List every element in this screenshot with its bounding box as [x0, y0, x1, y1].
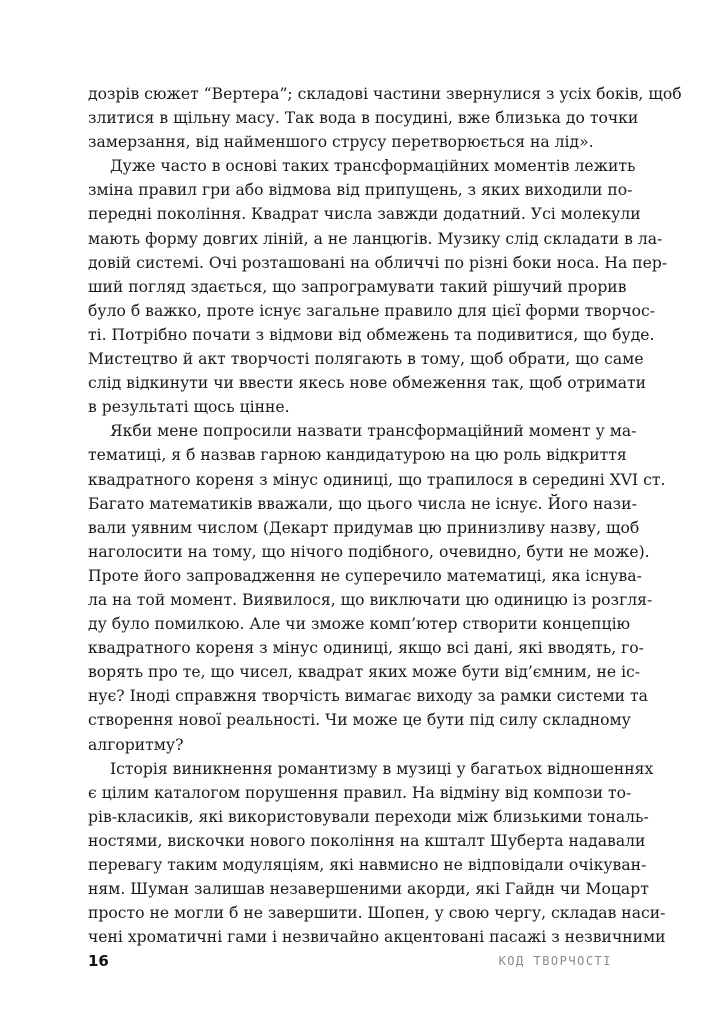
text-line: Історія виникнення романтизму в музиці у багатьох відношеннях [110, 759, 654, 778]
text-line: ший погляд здається, що запрограмувати такий рішучий прорив [88, 277, 627, 296]
text-line: Мистецтво й акт творчості полягають в тому, щоб обрати, що саме [88, 350, 644, 369]
text-line: ням. Шуман залишав незавершеними акорди, які Гайдн чи Моцарт [88, 880, 649, 899]
text-line: було б важко, проте існує загальне правило для цієї форми творчос- [88, 301, 656, 320]
text-line: ностями, вискочки нового покоління на кшталт Шуберта надавали [88, 831, 646, 850]
text-line: ду було помилкою. Але чи зможе комп’ютер створити концепцію [88, 615, 631, 634]
text-line: є цілим каталогом порушення правил. На відміну від компози то- [88, 783, 632, 802]
text-line: замерзання, від найменшого струсу перетворюється на лід». [88, 133, 594, 152]
text-line: ворять про те, що чисел, квадрат яких може бути від’ємним, не іс- [88, 663, 641, 682]
text-line: квадратного кореня з мінус одиниці, що трапилося в середині XVI ст. [88, 470, 666, 489]
paragraph [88, 419, 666, 756]
page-number: 16 [88, 952, 109, 970]
text-line: вали уявним числом (Декарт придумав цю принизливу назву, щоб [88, 518, 640, 537]
running-title: КОД ТВОРЧОСТІ [498, 954, 612, 968]
text-line: наголосити на тому, що нічого подібного, очевидно, бути не може). [88, 542, 650, 561]
text-line: дозрів сюжет “Вертера”; складові частини звернулися з усіх боків, щоб [88, 85, 682, 103]
text-line: передні покоління. Квадрат числа завжди додатний. Усі молекули [88, 205, 641, 224]
text-line: нує? Іноді справжня творчість вимагає виходу за рамки системи та [88, 687, 648, 706]
paragraph [88, 757, 666, 950]
text-line: слід відкинути чи ввести якесь нове обмеження так, щоб отримати [88, 374, 647, 393]
text-line: ті. Потрібно почати з відмови від обмежень та подивитися, що буде. [88, 325, 655, 344]
text-line: довій системі. Очі розташовані на обличчі по різні боки носа. На пер- [88, 253, 668, 272]
text-line: Якби мене попросили назвати трансформаційний момент у ма- [110, 422, 637, 441]
text-line: Проте його запровадження не суперечило математиці, яка існува- [88, 566, 642, 585]
text-line: рів-класиків, які використовували переходи між близькими тональ- [88, 807, 649, 826]
paragraph [88, 154, 668, 419]
text-line: чені хроматичні гами і незвичайно акцентовані пасажі з незвичними [88, 928, 666, 947]
body-text [88, 82, 682, 949]
text-line: Багато математиків вважали, що цього числа не існує. Його нази- [88, 494, 637, 513]
text-line: ла на той момент. Виявилося, що виключати цю одиницю із розгля- [88, 590, 653, 609]
text-line: квадратного кореня з мінус одиниці, якщо всі дані, які вводять, го- [88, 639, 644, 658]
text-line: в результаті щось цінне. [88, 398, 290, 417]
text-line: створення нової реальності. Чи може це бути під силу складному [88, 711, 631, 730]
text-line: тематиці, я б назвав гарною кандидатурою на цю роль відкриття [88, 446, 627, 465]
text-line: мають форму довгих ліній, а не ланцюгів. Музику слід складати в ла- [88, 229, 663, 248]
text-line: зміна правил гри або відмова від припущень, з яких виходили по- [88, 181, 633, 200]
text-line: просто не могли б не завершити. Шопен, у свою чергу, складав наси- [88, 904, 666, 923]
text-line: злитися в щільну масу. Так вода в посудині, вже близька до точки [88, 109, 639, 128]
paragraph [88, 82, 682, 154]
text-line: алгоритму? [88, 735, 184, 754]
text-line: перевагу таким модуляціям, які навмисно не відповідали очікуван- [88, 856, 647, 874]
text-line: Дуже часто в основі таких трансформаційних моментів лежить [110, 157, 636, 176]
